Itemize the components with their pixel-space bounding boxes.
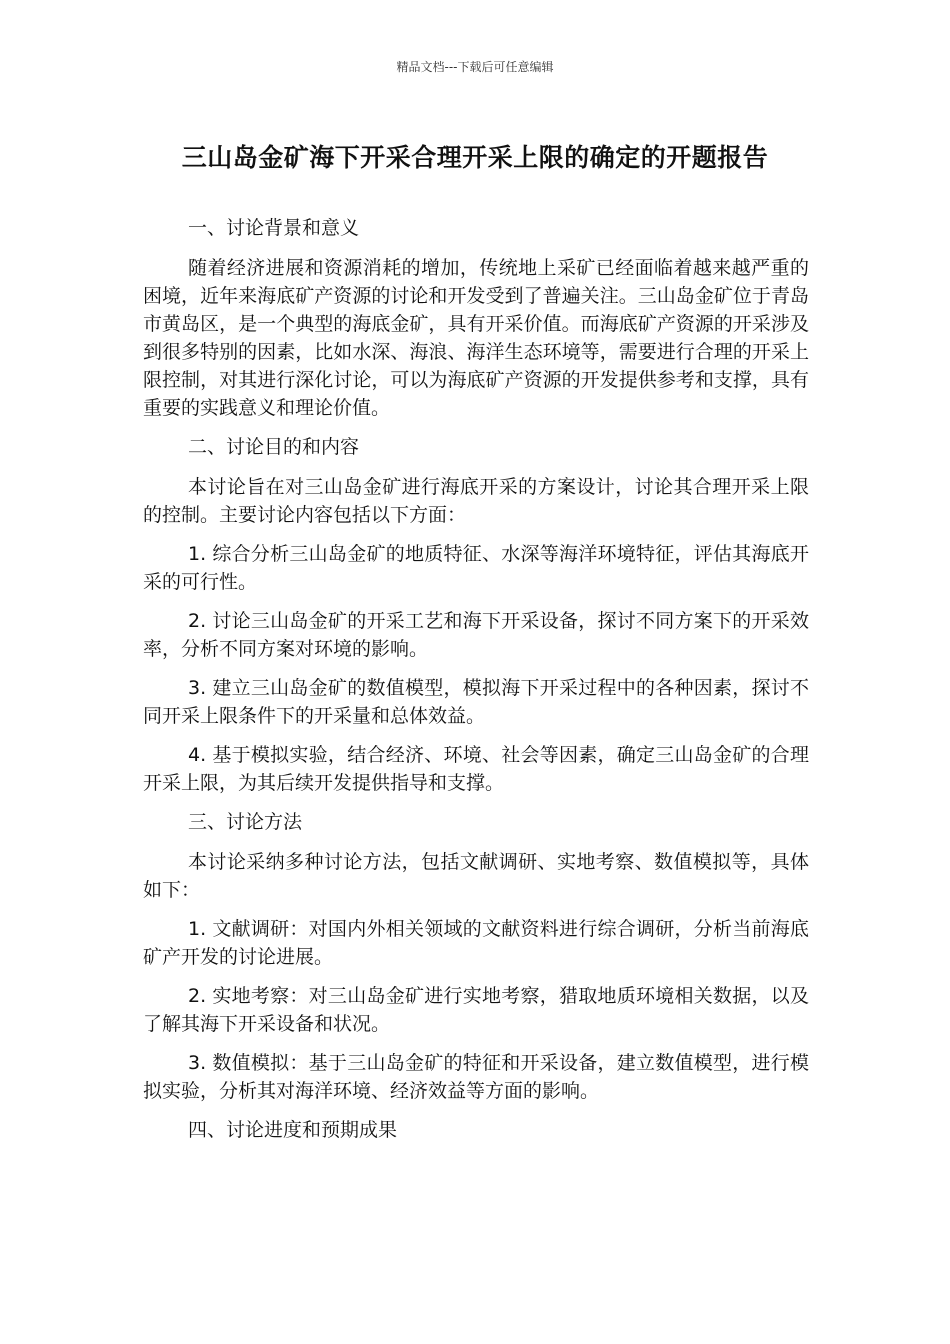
list-item-method-3: 3. 数值模拟：基于三山岛金矿的特征和开采设备，建立数值模型，进行模拟实验，分析其对海洋环境、经济效益等方面的影响。	[143, 1052, 809, 1102]
list-item-content-2: 2. 讨论三山岛金矿的开采工艺和海下开采设备，探讨不同方案下的开采效率，分析不同方案对环境的影响。	[143, 610, 809, 660]
section-heading-background: 一、讨论背景和意义	[188, 217, 360, 239]
list-item-content-1: 1. 综合分析三山岛金矿的地质特征、水深等海洋环境特征，评估其海底开采的可行性。	[143, 543, 809, 593]
paragraph-methods-intro: 本讨论采纳多种讨论方法，包括文献调研、实地考察、数值模拟等，具体如下：	[143, 851, 809, 901]
paragraph-background: 随着经济进展和资源消耗的增加，传统地上采矿已经面临着越来越严重的困境，近年来海底矿产资源的讨论和开发受到了普遍关注。三山岛金矿位于青岛市黄岛区，是一个典型的海底金矿，具有开采价值。而海底矿产资源的开采涉及到很多特别的因素，比如水深、海浪、海洋生态环境等，需要进行合理的开采上限控制，对其进行深化讨论，可以为海底矿产资源的开发提供参考和支撑，具有重要的实践意义和理论价值。	[143, 257, 809, 419]
section-heading-schedule: 四、讨论进度和预期成果	[188, 1119, 398, 1141]
header-note: 精品文档---下载后可任意编辑	[396, 60, 554, 74]
list-item-method-1: 1. 文献调研：对国内外相关领域的文献资料进行综合调研，分析当前海底矿产开发的讨论进展。	[143, 918, 809, 968]
list-item-content-4: 4. 基于模拟实验，结合经济、环境、社会等因素，确定三山岛金矿的合理开采上限，为其后续开发提供指导和支撑。	[143, 744, 809, 794]
document-title: 三山岛金矿海下开采合理开采上限的确定的开题报告	[181, 143, 769, 172]
section-heading-methods: 三、讨论方法	[188, 811, 303, 833]
list-item-content-3: 3. 建立三山岛金矿的数值模型，模拟海下开采过程中的各种因素，探讨不同开采上限条件下的开采量和总体效益。	[143, 677, 809, 727]
section-heading-objectives: 二、讨论目的和内容	[188, 436, 360, 458]
paragraph-objectives-intro: 本讨论旨在对三山岛金矿进行海底开采的方案设计，讨论其合理开采上限的控制。主要讨论内容包括以下方面：	[143, 476, 809, 526]
document-body	[143, 214, 809, 1156]
list-item-method-2: 2. 实地考察：对三山岛金矿进行实地考察，猎取地质环境相关数据，以及了解其海下开采设备和状况。	[143, 985, 809, 1035]
